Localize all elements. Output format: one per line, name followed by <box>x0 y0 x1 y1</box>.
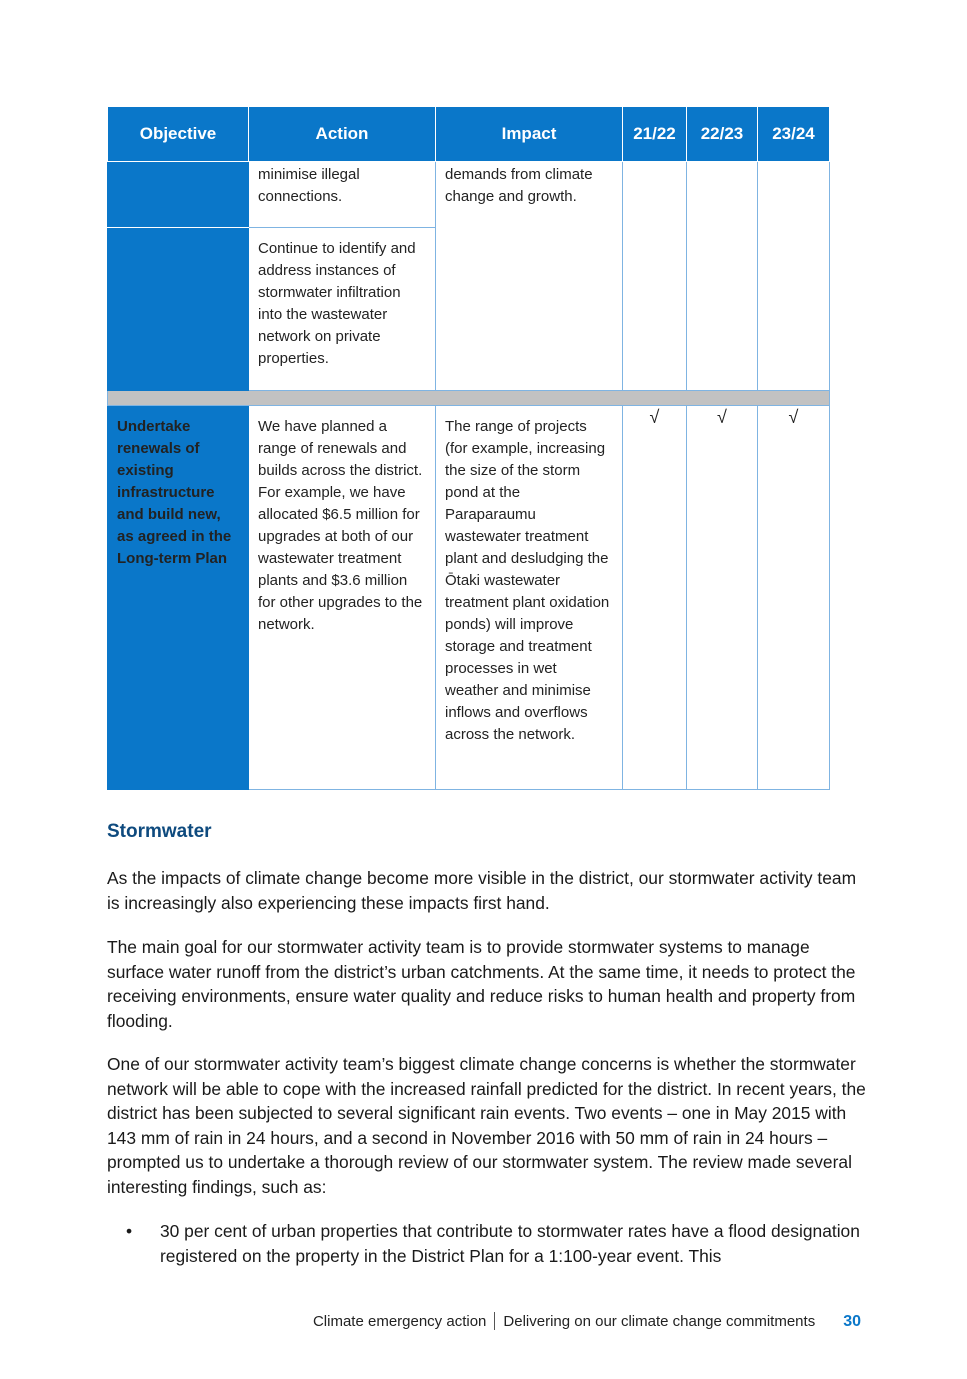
paragraph: The main goal for our stormwater activity team is to provide stormwater systems to manage surface water runoff from the district’s urban catchments. At the same time, it needs to protect the receiving environments, ensure water quality and reduce risks to human health and property from flooding. <box>107 937 856 1031</box>
footer-document-title: Climate emergency action <box>312 1313 487 1330</box>
objective-cell: Undertake renewals of existing infrastructure and build new, as agreed in the Long-term Plan <box>108 406 249 790</box>
header-year-2122: 21/22 <box>623 107 687 162</box>
table-header-row <box>108 107 830 162</box>
objective-cell <box>108 228 249 391</box>
tick-mark-2223: √ <box>687 406 758 790</box>
impact-cell: demands from climate change and growth. <box>436 162 623 391</box>
action-cell: minimise illegal connections. <box>249 162 436 228</box>
header-action: Action <box>249 107 436 162</box>
page-footer <box>313 1312 861 1331</box>
impact-cell: The range of projects (for example, increasing the size of the storm pond at the Paraparaumu wastewater treatment plant and desludging the Ōtaki wastewater treatment plant oxidation ponds) will improve storage and treatment processes in wet weather and minimise inflows and overflows across the network. <box>436 406 623 790</box>
gray-divider <box>108 391 830 406</box>
year-cell-2223 <box>687 162 758 391</box>
header-impact: Impact <box>436 107 623 162</box>
action-cell: We have planned a range of renewals and builds across the district. For example, we have allocated $6.5 million for upgrades at both of our wastewater treatment plants and $3.6 million for other upgrades to the network. <box>249 406 436 790</box>
bullet-icon: • <box>126 1221 133 1241</box>
paragraph: One of our stormwater activity team’s biggest climate change concerns is whether the stormwater network will be able to cope with the increased rainfall predicted for the district. In recent years, the district has been subjected to several significant rain events. Two events – one in May 2015 with 143 mm of rain in 24 hours, and a second in November 2016 with 50 mm of rain in 24 hours – prompted us to undertake a thorough review of our stormwater system. The review made several interesting findings, such as: <box>107 1054 866 1197</box>
section-heading-stormwater: Stormwater <box>107 821 212 842</box>
bullet-text: 30 per cent of urban properties that contribute to stormwater rates have a flood designation registered on the property in the District Plan for a 1:100-year event. This <box>160 1221 860 1266</box>
header-year-2223: 22/23 <box>687 107 758 162</box>
footer-section-title: Delivering on our climate change commitments <box>503 1313 816 1330</box>
paragraph: As the impacts of climate change become more visible in the district, our stormwater activity team is increasingly also experiencing these impacts first hand. <box>107 868 857 913</box>
year-cell-2122 <box>623 162 687 391</box>
header-year-2324: 23/24 <box>758 107 830 162</box>
tick-mark-2324: √ <box>758 406 830 790</box>
table-row <box>108 162 830 228</box>
climate-actions-table <box>107 106 830 790</box>
objective-cell <box>108 162 249 228</box>
action-cell: Continue to identify and address instances of stormwater infiltration into the wastewater network on private properties. <box>249 228 436 391</box>
year-cell-2324 <box>758 162 830 391</box>
page-number: 30 <box>843 1313 861 1330</box>
table-row <box>108 406 830 790</box>
header-objective: Objective <box>108 107 249 162</box>
tick-mark-2122: √ <box>623 406 687 790</box>
table-divider-row <box>108 391 830 406</box>
footer-separator <box>494 1312 495 1330</box>
